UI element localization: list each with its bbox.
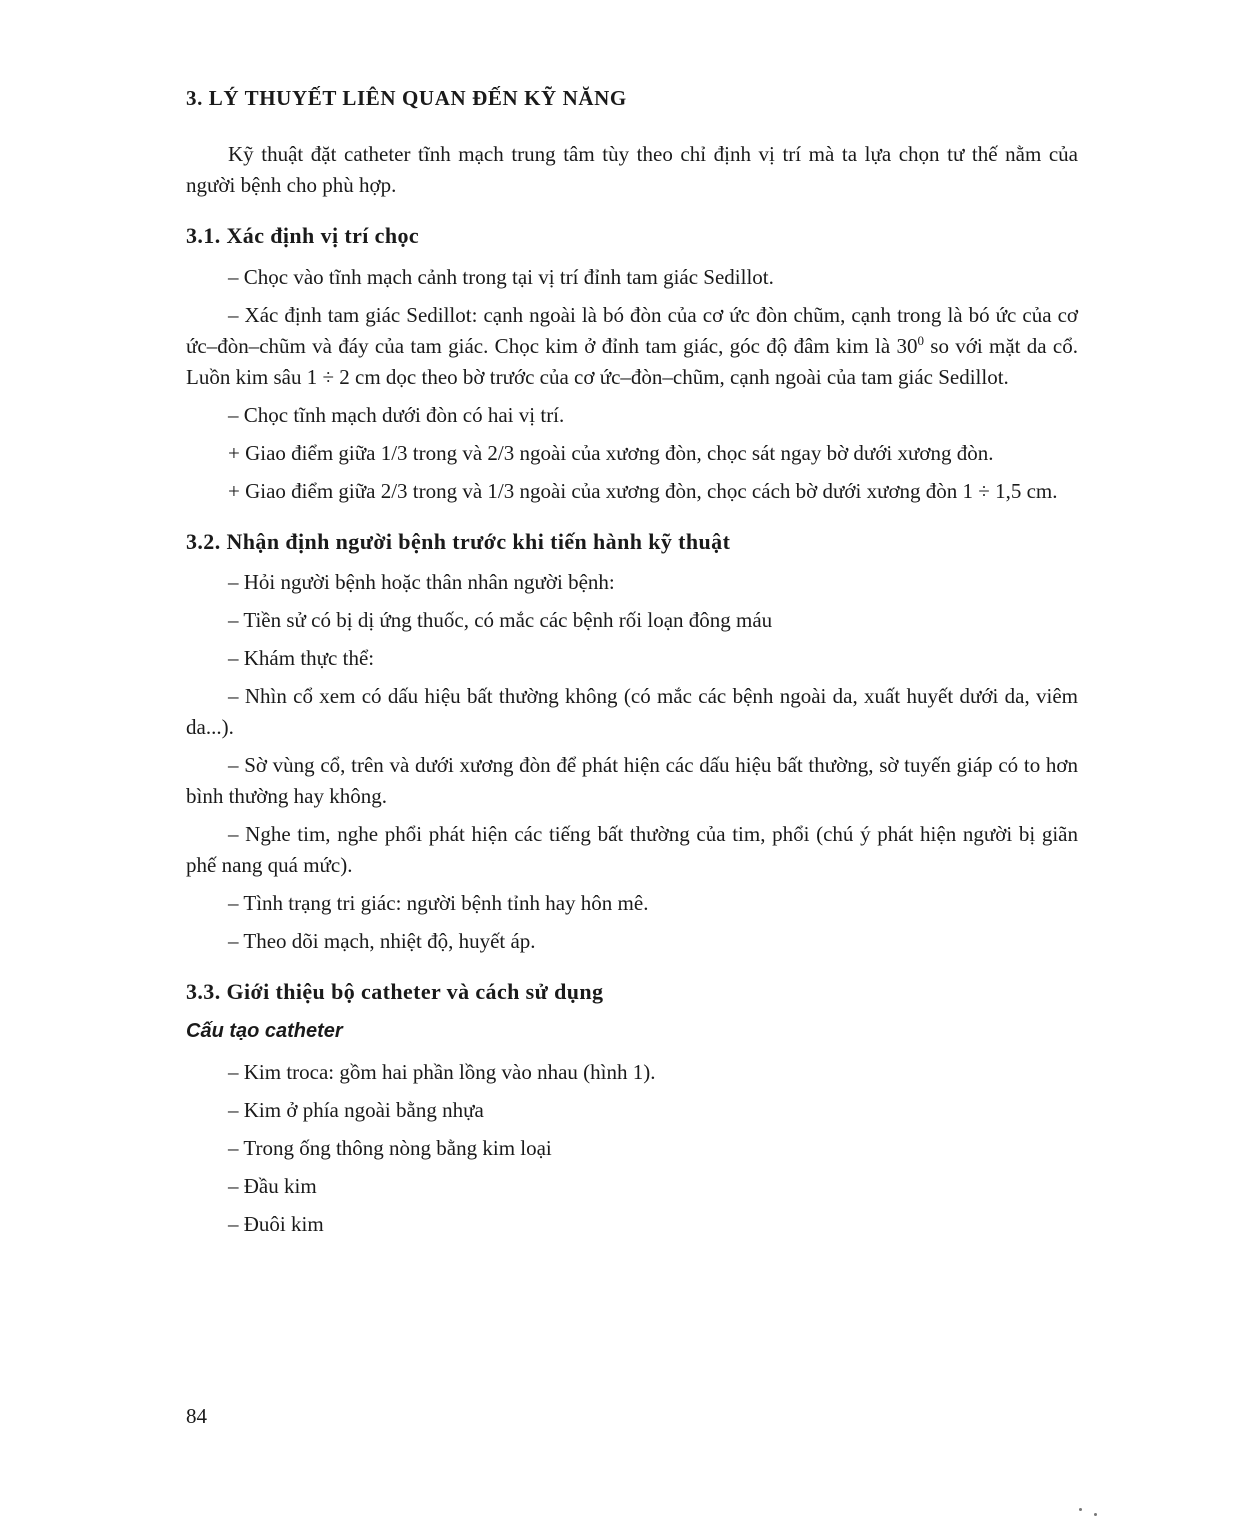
section-3-1 — [186, 223, 1078, 506]
list-item: – Theo dõi mạch, nhiệt độ, huyết áp. — [228, 928, 536, 953]
section-3 — [186, 86, 1078, 201]
list-item-text: – Xác định tam giác Sedillot: cạnh ngoài là bó đòn của cơ ức đòn chũm, cạnh trong là bó ức của cơ ức–đòn–chũm và đáy của tam giác. Chọc kim ở đỉnh tam giác, góc độ đâm kim là 30 — [186, 302, 1078, 358]
list-item: – Chọc tĩnh mạch dưới đòn có hai vị trí. — [228, 402, 565, 427]
list-item: – Tình trạng tri giác: người bệnh tỉnh hay hôn mê. — [228, 890, 649, 915]
section-3-2 — [186, 529, 1078, 957]
list-item: – Sờ vùng cổ, trên và dưới xương đòn để phát hiện các dấu hiệu bất thường, sờ tuyến giáp có to hơn bình thường hay không. — [186, 752, 1078, 808]
list-item: – Trong ống thông nòng bằng kim loại — [228, 1136, 552, 1161]
section-3-title: 3. LÝ THUYẾT LIÊN QUAN ĐẾN KỸ NĂNG — [186, 86, 627, 110]
list-item: – Đầu kim — [228, 1174, 317, 1199]
list-item: – Tiền sử có bị dị ứng thuốc, có mắc các bệnh rối loạn đông máu — [228, 607, 773, 632]
list-item-text: so với mặt da cổ. Luồn kim sâu 1 ÷ 2 cm dọc theo bờ trước của cơ ức–đòn–chũm, cạnh ngoài của tam giác Sedillot. — [186, 333, 1079, 389]
page-number: 84 — [186, 1404, 207, 1428]
list-item — [186, 300, 1078, 393]
document-page — [186, 86, 1078, 1262]
list-item: – Khám thực thể: — [228, 645, 375, 670]
list-item: – Chọc vào tĩnh mạch cảnh trong tại vị trí đỉnh tam giác Sedillot. — [228, 264, 774, 289]
section-3-3 — [186, 979, 1078, 1240]
section-3-intro: Kỹ thuật đặt catheter tĩnh mạch trung tâm tùy theo chỉ định vị trí mà ta lựa chọn tư thế nằm của người bệnh cho phù hợp. — [186, 142, 1078, 198]
section-3-2-title: 3.2. Nhận định người bệnh trước khi tiến hành kỹ thuật — [186, 528, 731, 554]
list-item: – Nghe tim, nghe phổi phát hiện các tiếng bất thường của tim, phổi (chú ý phát hiện người bị giãn phế nang quá mức). — [186, 821, 1078, 877]
list-item: + Giao điểm giữa 1/3 trong và 2/3 ngoài của xương đòn, chọc sát ngay bờ dưới xương đòn. — [228, 440, 994, 465]
list-item: – Đuôi kim — [228, 1212, 324, 1237]
list-item: + Giao điểm giữa 2/3 trong và 1/3 ngoài của xương đòn, chọc cách bờ dưới xương đòn 1 ÷ 1,5 cm. — [228, 478, 1058, 503]
list-item: – Nhìn cổ xem có dấu hiệu bất thường không (có mắc các bệnh ngoài da, xuất huyết dưới da, viêm da...). — [186, 683, 1078, 739]
list-item: – Kim ở phía ngoài bằng nhựa — [228, 1098, 484, 1123]
section-3-1-title: 3.1. Xác định vị trí chọc — [186, 223, 420, 249]
section-3-3-subtitle: Cấu tạo catheter — [186, 1020, 343, 1043]
section-3-3-title: 3.3. Giới thiệu bộ catheter và cách sử dụng — [186, 978, 604, 1004]
scan-speck — [1094, 1513, 1097, 1516]
list-item: – Hỏi người bệnh hoặc thân nhân người bệnh: — [228, 569, 615, 594]
degree-superscript: 0 — [917, 332, 924, 348]
list-item: – Kim troca: gồm hai phần lồng vào nhau (hình 1). — [228, 1060, 656, 1085]
scan-speck — [1079, 1508, 1082, 1511]
